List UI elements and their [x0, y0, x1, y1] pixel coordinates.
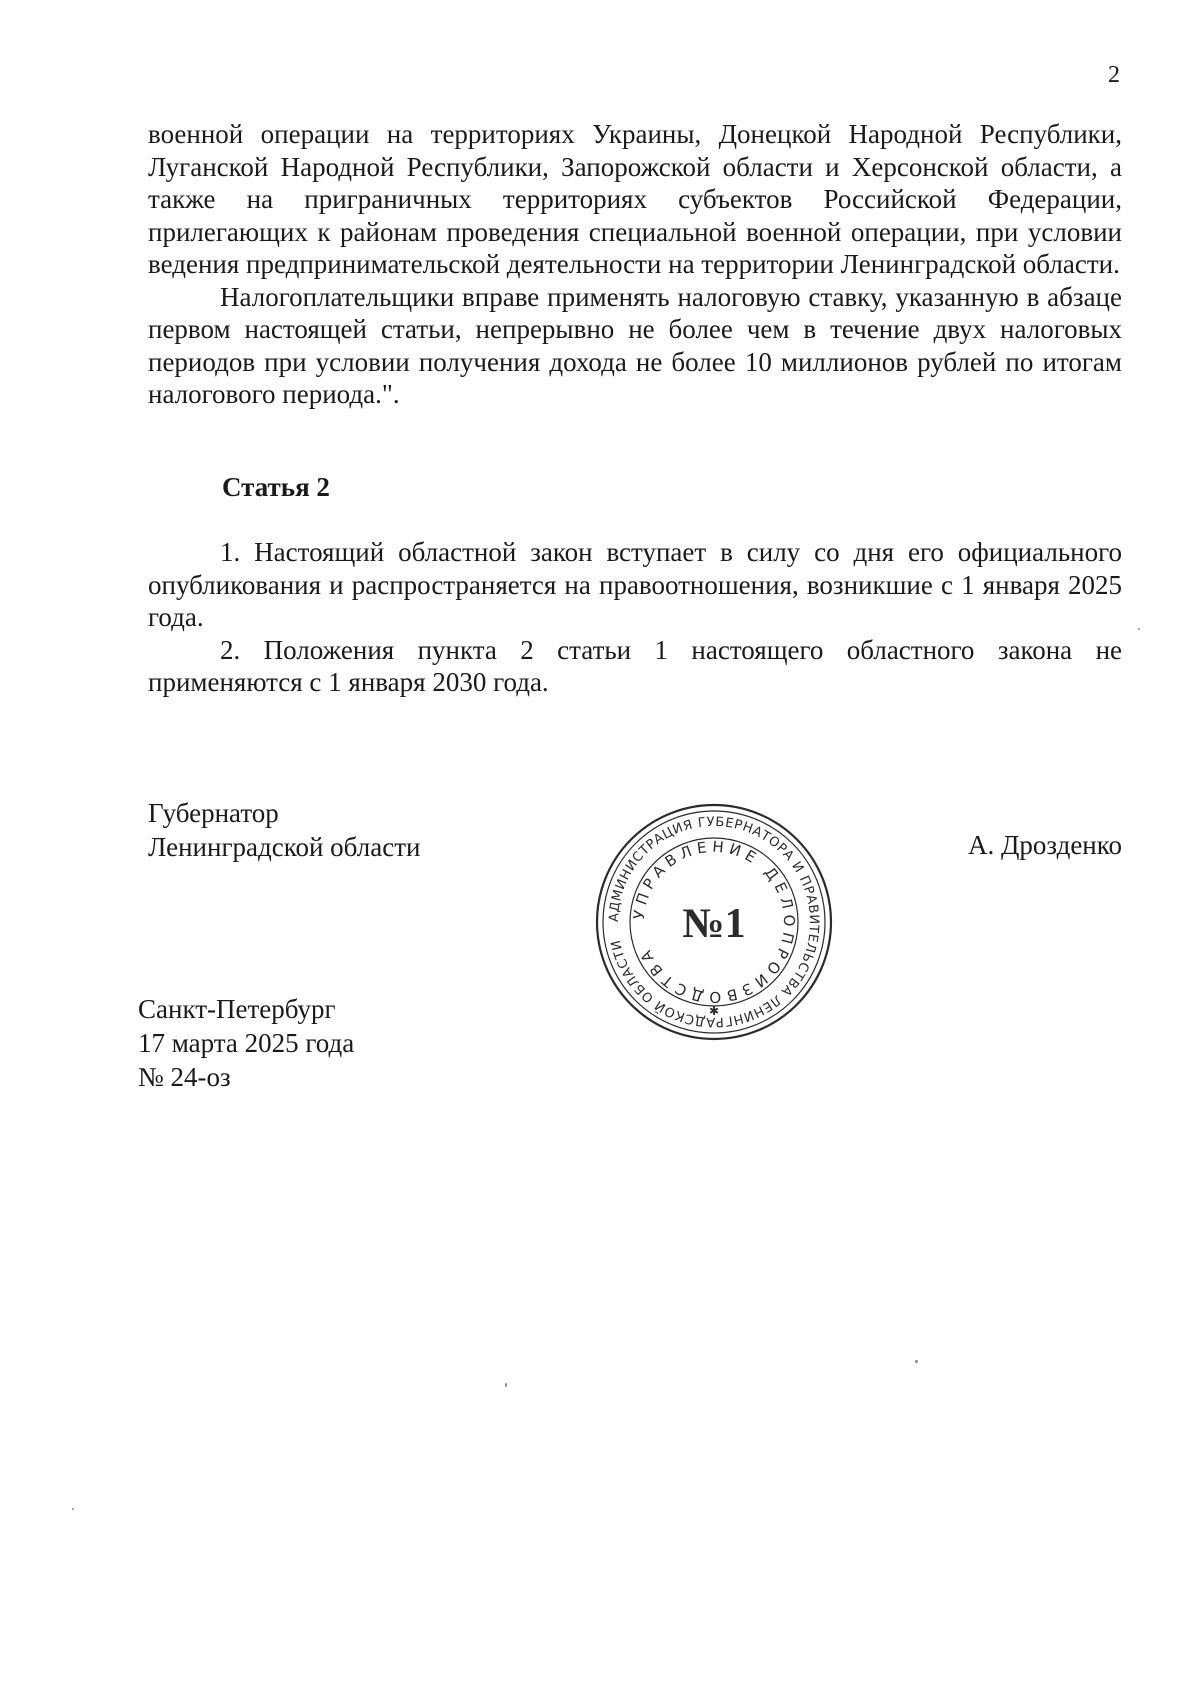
article-2-body: [148, 536, 1122, 699]
official-seal: [592, 800, 836, 1044]
law-number: № 24-оз: [138, 1062, 231, 1092]
place: Санкт-Петербург: [138, 994, 336, 1024]
scan-speck: [1138, 628, 1140, 630]
continuation-text: [148, 118, 1122, 411]
seal-outer-text: АДМИНИСТРАЦИЯ ГУБЕРНАТОРА И ПРАВИТЕЛЬСТВА ЛЕНИНГРАДСКОЙ ОБЛАСТИ: [606, 814, 822, 1030]
seal-star-icon: ✱: [708, 1004, 720, 1018]
paragraph-tax-rate: Налогоплательщики вправе применять налоговую ставку, указанную в абзаце первом настоящей статьи, непрерывно не более чем в течение двух налоговых периодов при условии получения дохода не более 10 миллионов рублей по итогам налогового периода.".: [148, 281, 1122, 409]
signatory-name: А. Дрозденко: [967, 830, 1122, 860]
scan-speck: [505, 1383, 507, 1387]
seal-inner-text: УПРАВЛЕНИЕ ДЕЛОПРОИЗВОДСТВА: [629, 837, 799, 1007]
seal-center-number: №1: [682, 901, 746, 947]
scan-speck: [915, 1360, 918, 1363]
signatory-title-line1: Губернатор: [148, 798, 279, 828]
article-heading: Статья 2: [222, 472, 330, 502]
scan-speck: [72, 1508, 74, 1510]
date: 17 марта 2025 года: [138, 1028, 355, 1058]
signatory-title: [148, 796, 420, 864]
article-item-2: 2. Положения пункта 2 статьи 1 настоящего областного закона не применяются с 1 января 2030 года.: [148, 634, 1122, 697]
page-number: 2: [1108, 62, 1120, 88]
place-and-date: [138, 992, 354, 1094]
signatory-title-line2: Ленинградской области: [148, 832, 421, 862]
article-item-1: 1. Настоящий областной закон вступает в силу со дня его официального опубликования и распространяется на правоотношения, возникшие с 1 января 2025 года.: [148, 537, 1122, 632]
paragraph-continuation: военной операции на территориях Украины, Донецкой Народной Республики, Луганской Народной Республики, Запорожской области и Херсонской области, а также на приграничных территориях субъектов Российской Федерации, прилегающих к районам проведения специальной военной операции, при условии ведения предпринимательской деятельности на территории Ленинградской области.: [148, 119, 1122, 279]
